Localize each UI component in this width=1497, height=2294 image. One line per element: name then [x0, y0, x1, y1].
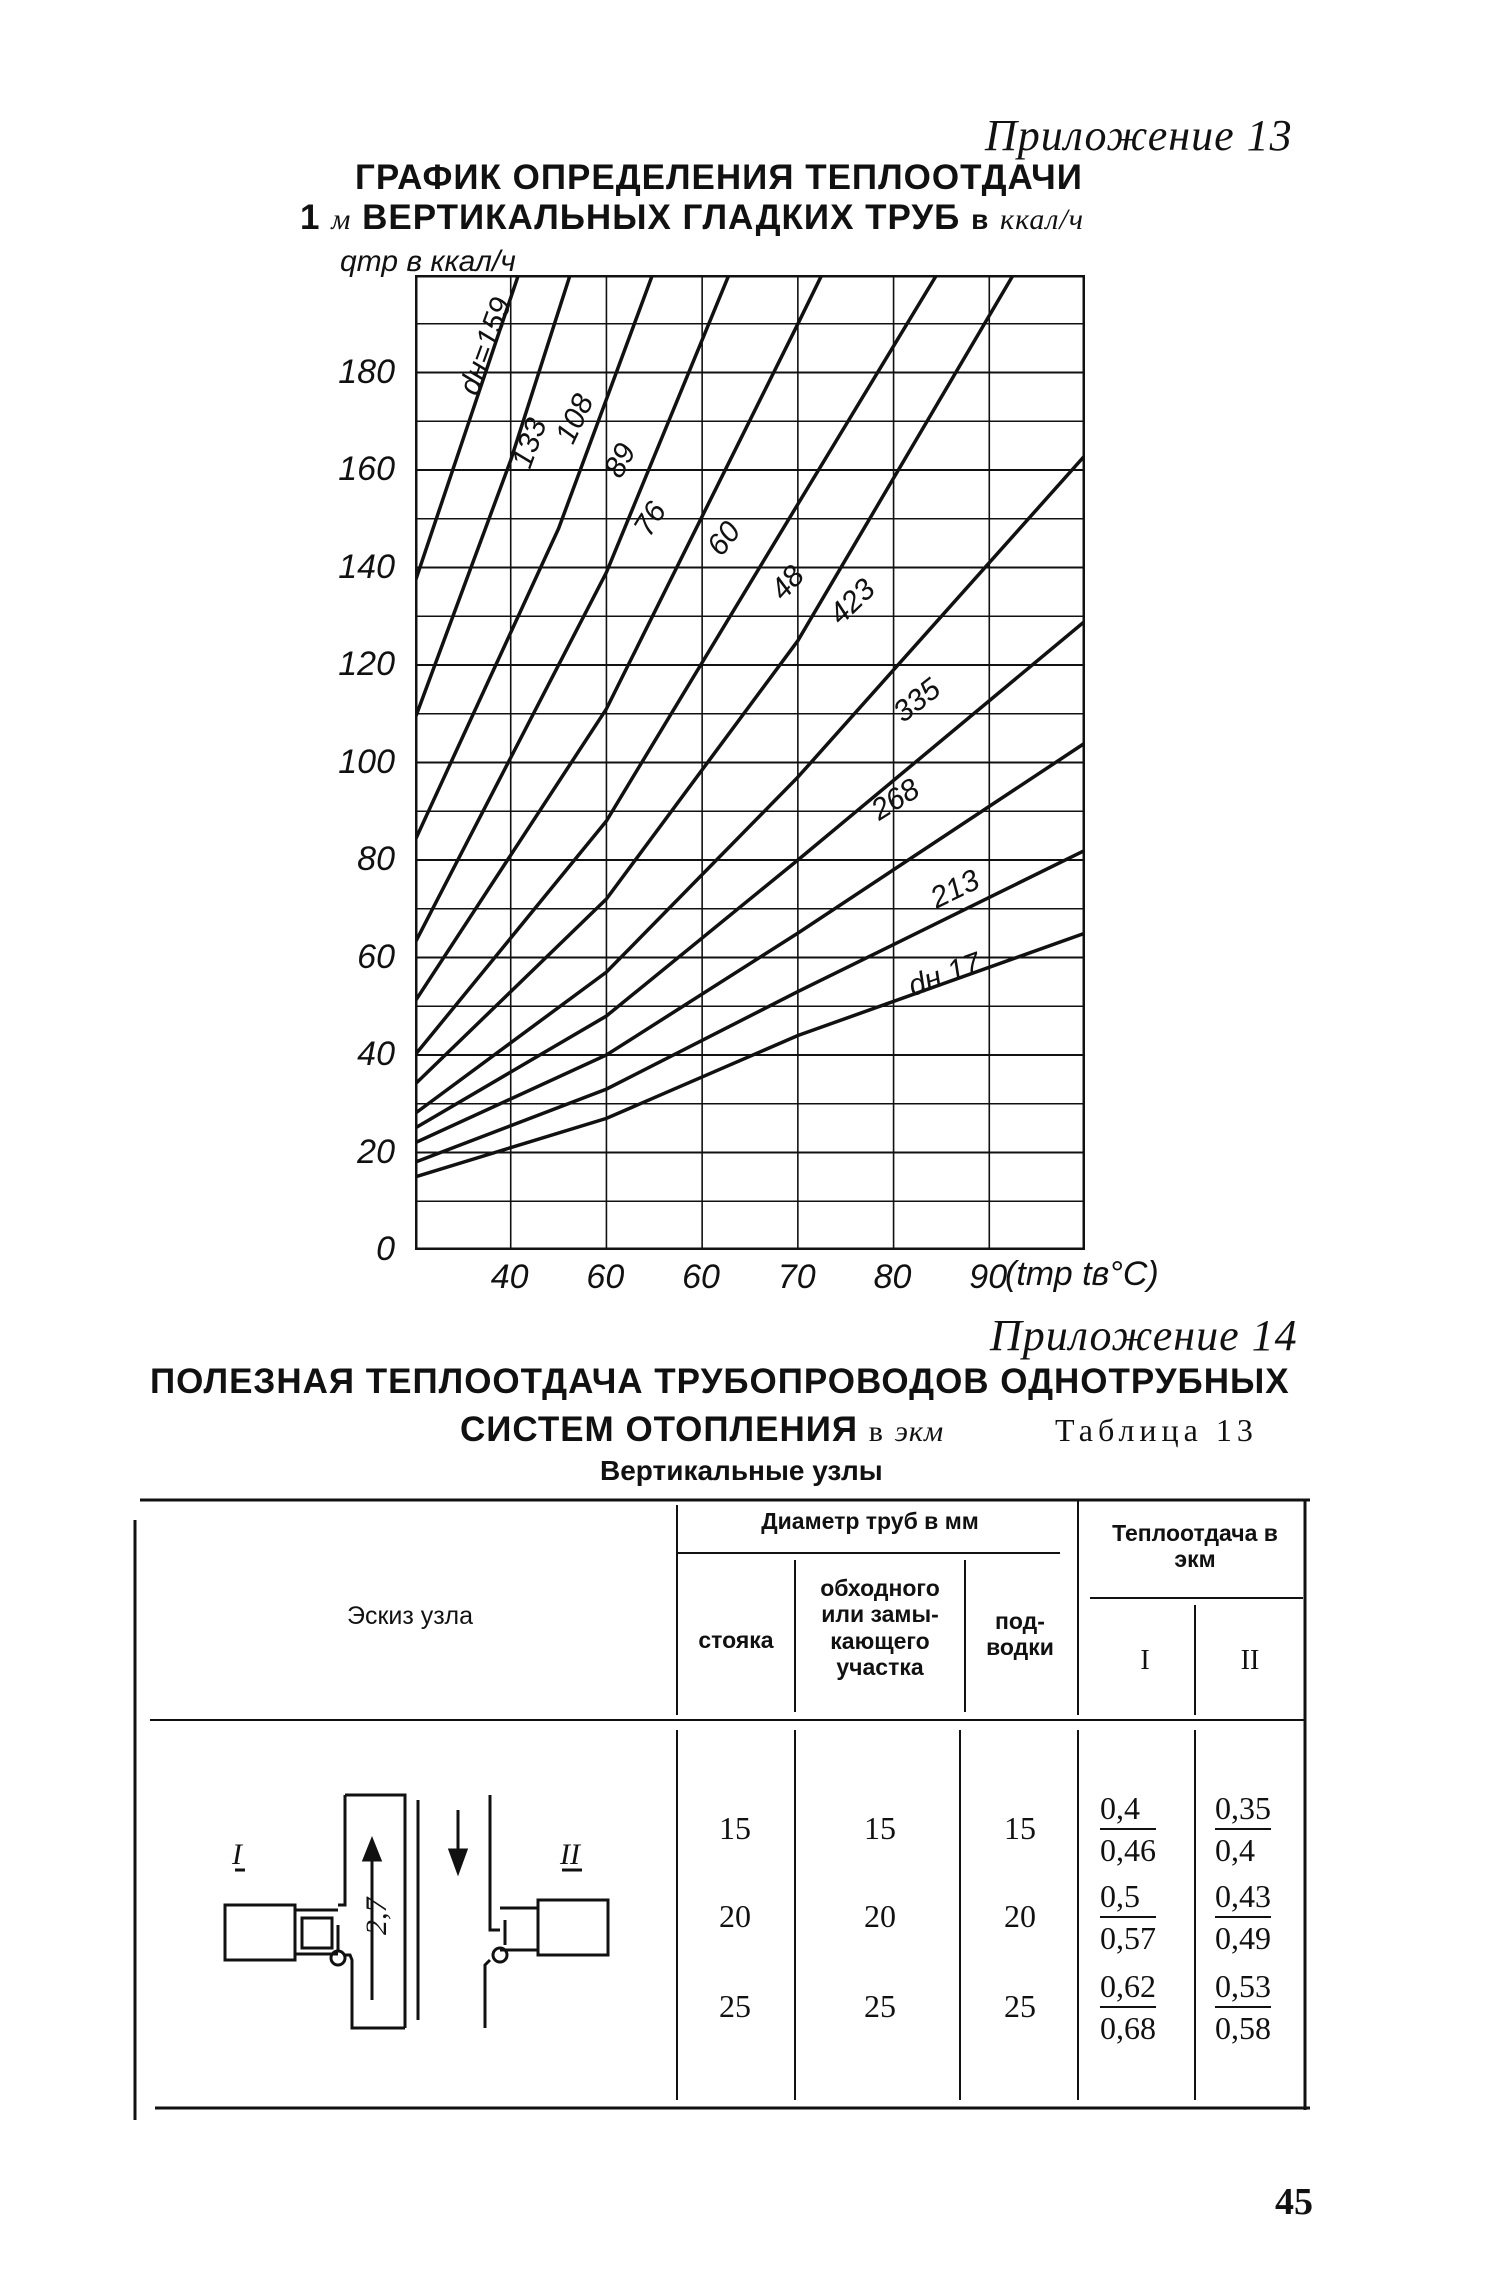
cell-heat-I — [1100, 1880, 1156, 1954]
fraction-numerator: 0,53 — [1215, 1970, 1271, 2008]
cell-bypass: 15 — [864, 1810, 896, 1846]
col-header-branch: подводки — [986, 1608, 1054, 1661]
cell-bypass: 20 — [864, 1898, 896, 1934]
cell-bypass: 25 — [864, 1988, 896, 2024]
col-header-riser: стояка — [698, 1627, 774, 1653]
appendix-14-label: Приложение 14 — [990, 1311, 1298, 1360]
series-label: dн 17 — [903, 946, 986, 1004]
title-unit: ккал/ч — [1000, 203, 1085, 236]
title-main: ВЕРТИКАЛЬНЫХ ГЛАДКИХ ТРУБ — [362, 198, 961, 237]
fraction-numerator: 0,35 — [1215, 1792, 1271, 1830]
fraction-denominator: 0,49 — [1215, 1920, 1271, 1956]
series-label: 335 — [887, 672, 947, 730]
cell-riser: 25 — [719, 1988, 751, 2024]
series-label: 76 — [627, 496, 674, 542]
x-tick-label: 60 — [586, 1258, 625, 1296]
col-header-bypass: обходного или замыкающего участка — [820, 1575, 940, 1681]
table-number: Таблица 13 — [1055, 1412, 1258, 1448]
col-header-II: II — [1240, 1645, 1260, 1676]
series-label: 213 — [925, 863, 985, 916]
y-tick-label: 140 — [338, 547, 395, 586]
table-title-line1: ПОЛЕЗНАЯ ТЕПЛООТДАЧА ТРУБОПРОВОДОВ ОДНОТРУБНЫХ — [150, 1362, 1290, 1401]
fraction-denominator: 0,46 — [1100, 1832, 1156, 1868]
title-in: в — [971, 204, 990, 235]
y-tick-label: 0 — [376, 1230, 395, 1268]
cell-branch: 25 — [1004, 1988, 1036, 2024]
cell-branch: 20 — [1004, 1898, 1036, 1934]
title2-main: СИСТЕМ ОТОПЛЕНИЯ — [460, 1410, 859, 1449]
sketch-label-II: II — [560, 1838, 580, 1871]
series-label: 423 — [822, 572, 882, 632]
cell-heat-II — [1215, 1880, 1271, 1954]
cell-heat-I — [1100, 1792, 1156, 1866]
fraction-denominator: 0,68 — [1100, 2010, 1156, 2046]
fraction-numerator: 0,4 — [1100, 1792, 1156, 1830]
y-tick-label: 120 — [338, 645, 395, 683]
cell-heat-I — [1100, 1970, 1156, 2044]
table-subtitle: Вертикальные узлы — [600, 1455, 883, 1486]
x-tick-label: 40 — [490, 1258, 529, 1296]
fraction-numerator: 0,5 — [1100, 1880, 1156, 1918]
col-header-diameter: Диаметр труб в мм — [761, 1508, 979, 1534]
sketch-label-I: I — [232, 1838, 242, 1871]
title-prefix: 1 — [300, 198, 321, 237]
col-header-heat: Теплоотдача в экм — [1112, 1520, 1278, 1573]
cell-riser: 15 — [719, 1810, 751, 1846]
fraction-denominator: 0,4 — [1215, 1832, 1255, 1868]
fraction-denominator: 0,57 — [1100, 1920, 1156, 1956]
col-header-sketch: Эскиз узла — [347, 1602, 473, 1630]
y-tick-label: 80 — [357, 840, 395, 878]
sketch-length-label: 2,7 — [360, 1897, 393, 1935]
cell-riser: 20 — [719, 1898, 751, 1934]
series-label: 268 — [865, 772, 926, 827]
cell-heat-II — [1215, 1970, 1271, 2044]
series-label: 48 — [764, 559, 812, 607]
y-axis-label: qтр в ккал/ч — [340, 245, 516, 278]
series-label: 133 — [505, 414, 554, 473]
cell-branch: 15 — [1004, 1810, 1036, 1846]
fraction-numerator: 0,43 — [1215, 1880, 1271, 1918]
series-label: 60 — [700, 515, 748, 563]
y-tick-label: 40 — [357, 1035, 395, 1073]
title2-in: в — [868, 1415, 884, 1448]
y-tick-label: 60 — [357, 937, 395, 976]
appendix-13-label: Приложение 13 — [985, 111, 1293, 160]
y-tick-label: 100 — [338, 742, 395, 781]
y-tick-label: 180 — [338, 352, 395, 391]
x-tick-label: 70 — [777, 1258, 816, 1296]
chart-title-line1: ГРАФИК ОПРЕДЕЛЕНИЯ ТЕПЛООТДАЧИ — [355, 158, 1083, 197]
y-tick-label: 20 — [357, 1132, 395, 1171]
fraction-denominator: 0,58 — [1215, 2010, 1271, 2046]
series-label: 89 — [597, 438, 643, 484]
col-header-I: I — [1140, 1645, 1150, 1676]
title2-unit: экм — [894, 1415, 945, 1448]
page-number: 45 — [1275, 2181, 1313, 2223]
x-tick-label: 80 — [873, 1258, 912, 1296]
x-tick-label: 60 — [682, 1258, 720, 1296]
title-unit-m: м — [331, 203, 352, 236]
series-label: 108 — [549, 389, 601, 449]
y-tick-label: 160 — [338, 450, 395, 488]
cell-heat-II — [1215, 1792, 1271, 1866]
x-axis-label: (tтр tв°С) — [1005, 1255, 1159, 1293]
x-tick-label: 90 — [969, 1258, 1008, 1296]
node-sketch — [200, 1760, 640, 2060]
fraction-numerator: 0,62 — [1100, 1970, 1156, 2008]
series-label: dн=159 — [452, 293, 519, 400]
